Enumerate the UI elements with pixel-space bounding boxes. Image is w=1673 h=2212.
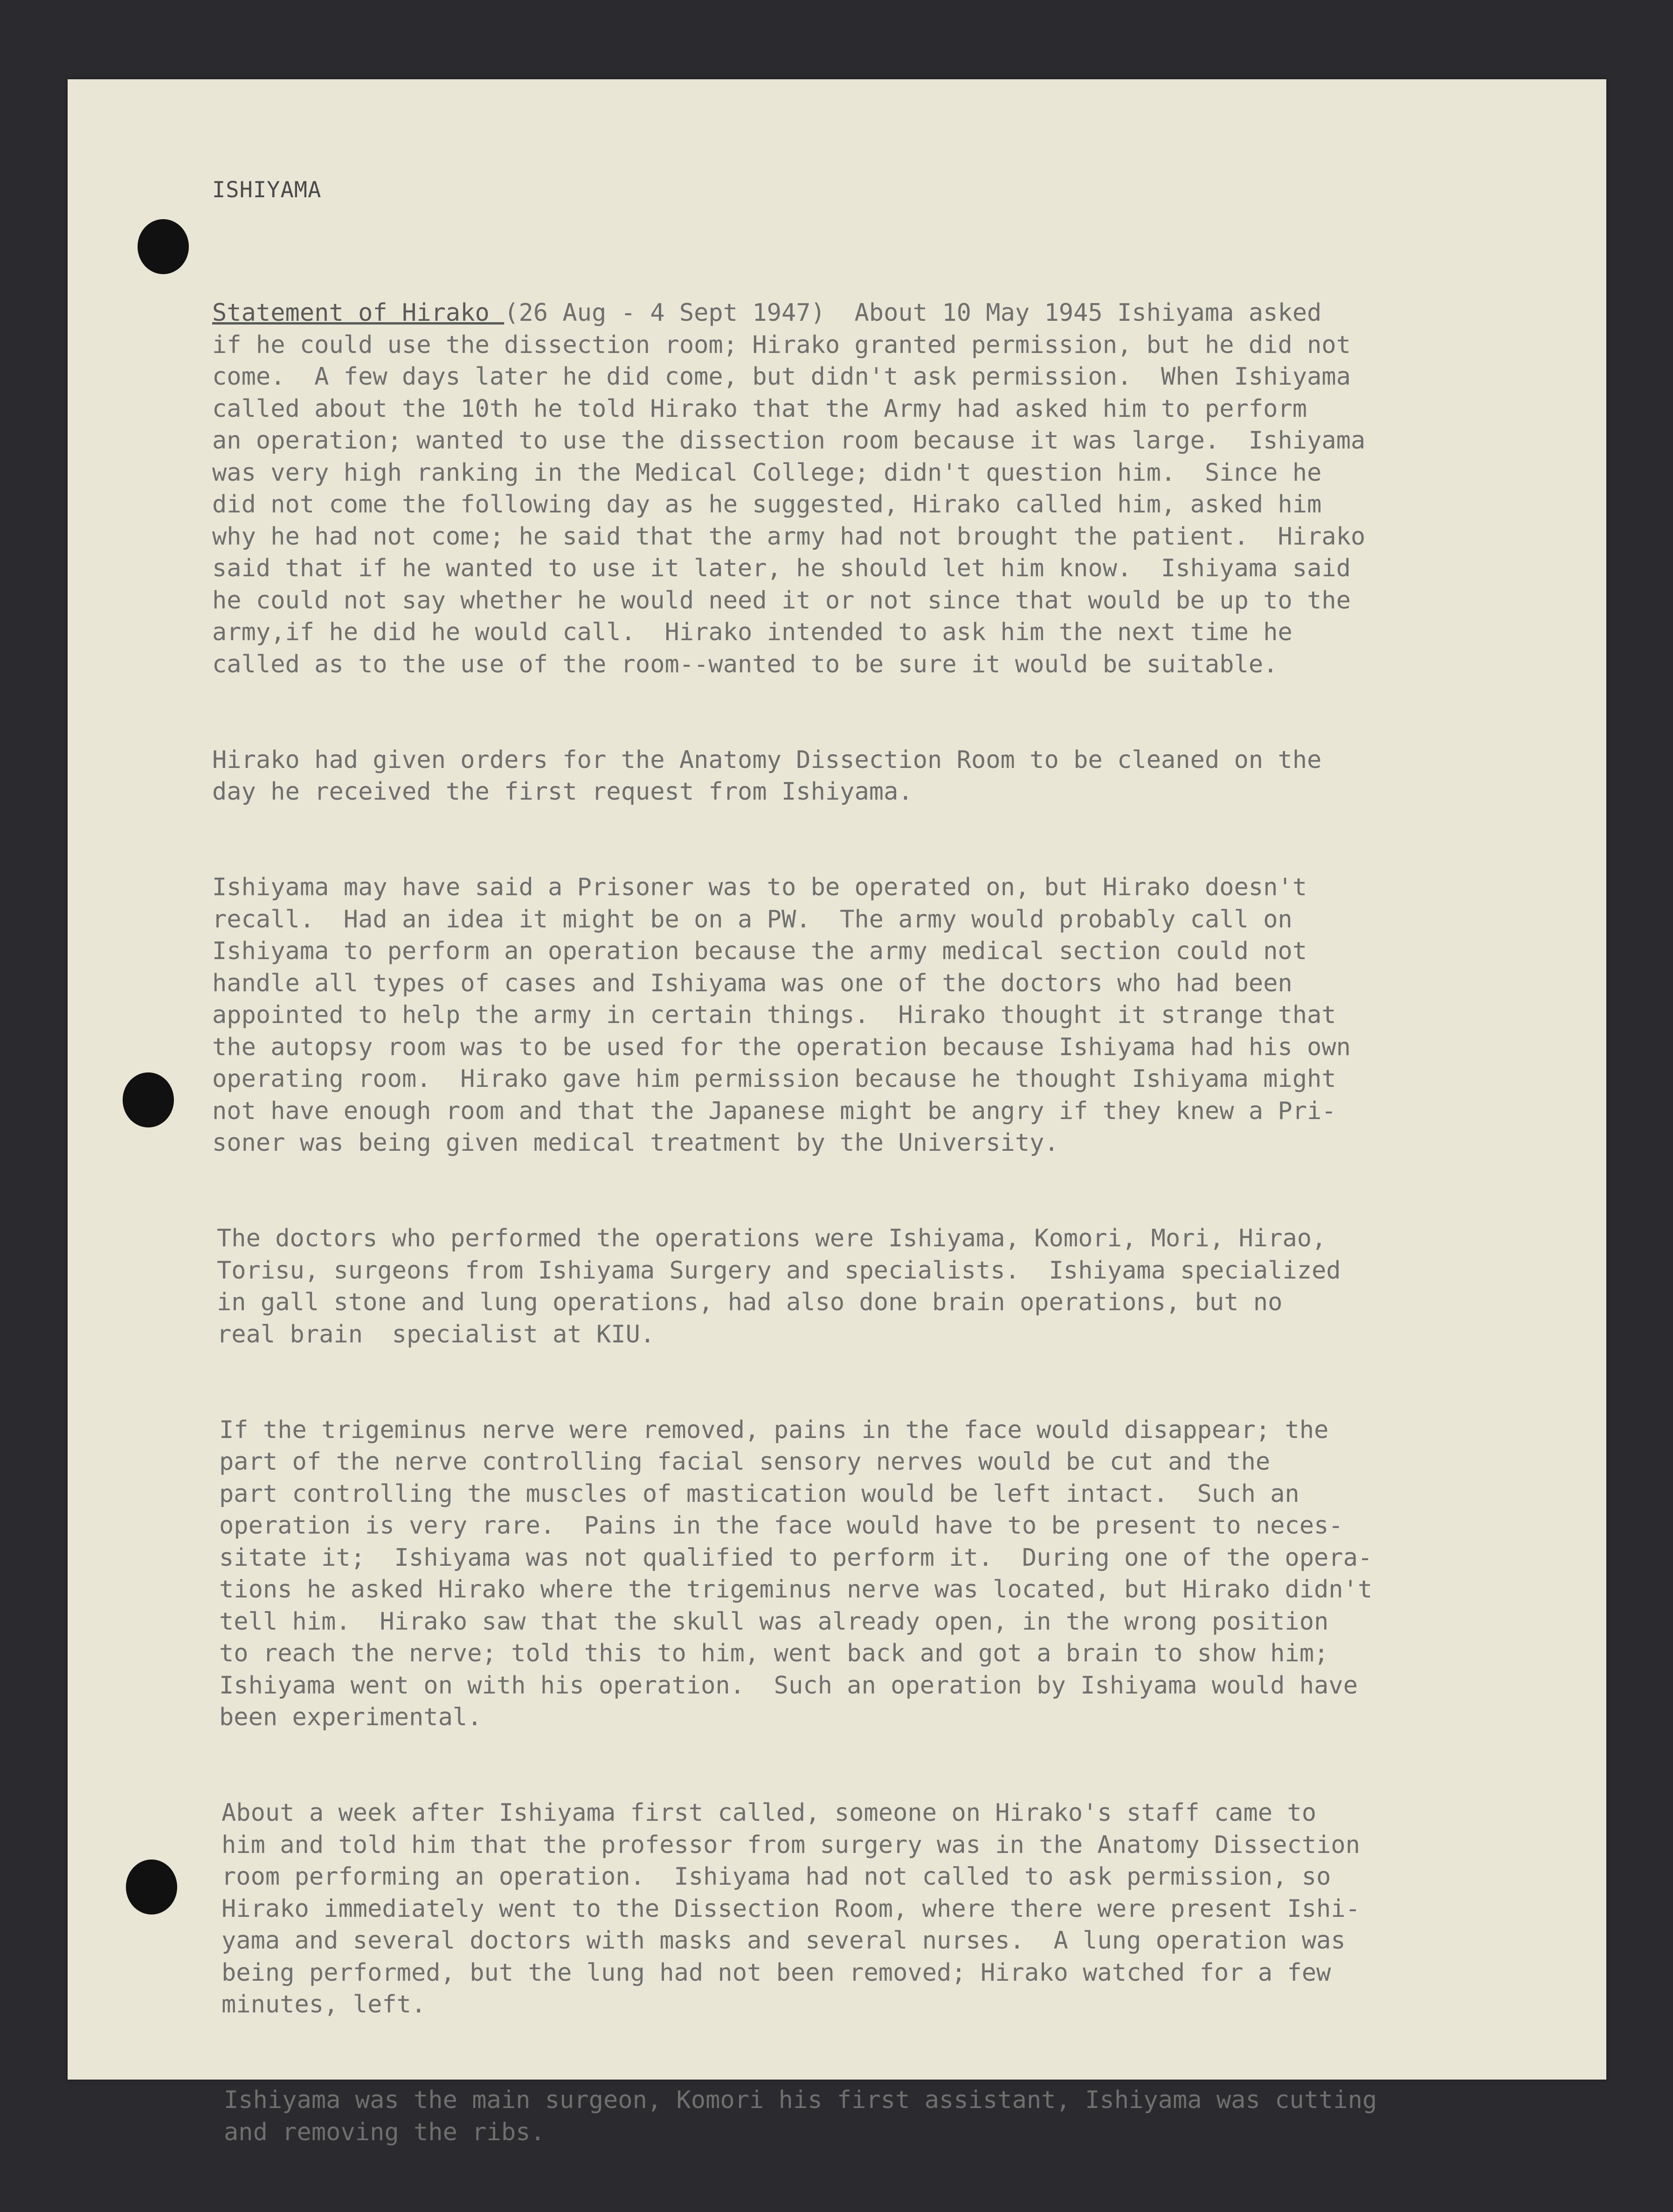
text-line: room performing an operation. Ishiyama had not called to ask permission, so bbox=[221, 1863, 1331, 1891]
text-line: recall. Had an idea it might be on a PW. The army would probably call on bbox=[212, 905, 1293, 933]
text-line: part of the nerve controlling facial sensory nerves would be cut and the bbox=[219, 1448, 1271, 1476]
text-line: Ishiyama was the main surgeon, Komori his first assistant, Ishiyama was cutting bbox=[224, 2086, 1377, 2114]
text-line: tell him. Hirako saw that the skull was already open, in the wrong position bbox=[219, 1607, 1329, 1636]
text-line: in gall stone and lung operations, had also done brain operations, but no bbox=[217, 1288, 1283, 1316]
text-line: The doctors who performed the operations were Ishiyama, Komori, Mori, Hirao, bbox=[217, 1224, 1327, 1252]
text-line: If the trigeminus nerve were removed, pains in the face would disappear; the bbox=[219, 1416, 1329, 1444]
text-line: About a week after Ishiyama first called, someone on Hirako's staff came to bbox=[221, 1799, 1316, 1827]
text-line: Hirako had given orders for the Anatomy Dissection Room to be cleaned on the bbox=[212, 746, 1322, 774]
text-line: called as to the use of the room--wanted to be sure it would be suitable. bbox=[212, 650, 1278, 678]
text-line: real brain specialist at KIU. bbox=[217, 1320, 655, 1348]
text-line: he could not say whether he would need it or not since that would be up to the bbox=[212, 586, 1351, 615]
text-line: yama and several doctors with masks and several nurses. A lung operation was bbox=[221, 1927, 1346, 1955]
document-body bbox=[212, 233, 1569, 2212]
text-line: Ishiyama went on with his operation. Such an operation by Ishiyama would have bbox=[219, 1671, 1358, 1700]
paragraph-statement bbox=[212, 297, 1569, 680]
text-line: an operation; wanted to use the dissection room because it was large. Ishiyama bbox=[212, 427, 1366, 455]
text-line: handle all types of cases and Ishiyama was one of the doctors who had been bbox=[212, 969, 1293, 997]
text-line: operation is very rare. Pains in the face would have to be present to neces- bbox=[219, 1512, 1343, 1540]
text-line: to reach the nerve; told this to him, went back and got a brain to show him; bbox=[219, 1639, 1329, 1667]
text-line: sitate it; Ishiyama was not qualified to perform it. During one of the opera- bbox=[219, 1543, 1373, 1572]
text-line: Ishiyama to perform an operation because the army medical section could not bbox=[212, 937, 1307, 965]
text-line: called about the 10th he told Hirako that the Army had asked him to perform bbox=[212, 394, 1307, 423]
text-line: Hirako immediately went to the Dissection Room, where there were present Ishi- bbox=[221, 1894, 1360, 1923]
paragraph-prisoner bbox=[212, 871, 1569, 1159]
text-line: him and told him that the professor from surgery was in the Anatomy Dissection bbox=[221, 1831, 1360, 1859]
punch-hole bbox=[126, 1859, 177, 1915]
text-line: not have enough room and that the Japanese might be angry if they knew a Pri- bbox=[212, 1097, 1336, 1125]
text-line: soner was being given medical treatment by the University. bbox=[212, 1129, 1059, 1157]
text-line: Torisu, surgeons from Ishiyama Surgery and specialists. Ishiyama specialized bbox=[217, 1256, 1341, 1285]
text-line: being performed, but the lung had not been removed; Hirako watched for a few bbox=[221, 1958, 1331, 1987]
text-line: Ishiyama may have said a Prisoner was to be operated on, but Hirako doesn't bbox=[212, 873, 1307, 901]
paragraph-main-surgeon bbox=[224, 2084, 1569, 2148]
paragraph-cleaning-orders bbox=[212, 744, 1569, 808]
punch-hole bbox=[138, 219, 189, 274]
text-line: the autopsy room was to be used for the operation because Ishiyama had his own bbox=[212, 1033, 1351, 1061]
statement-title: Statement of Hirako bbox=[212, 299, 505, 327]
text-line: operating room. Hirako gave him permission because he thought Ishiyama might bbox=[212, 1065, 1336, 1093]
text-line: part controlling the muscles of mastication would be left intact. Such an bbox=[219, 1479, 1300, 1508]
text-line: and removing the ribs. bbox=[224, 2118, 545, 2146]
text-line: appointed to help the army in certain things. Hirako thought it strange that bbox=[212, 1001, 1336, 1029]
text-line: come. A few days later he did come, but didn't ask permission. When Ishiyama bbox=[212, 363, 1351, 391]
text-line: (26 Aug - 4 Sept 1947) About 10 May 1945 Ishiyama asked bbox=[504, 299, 1322, 327]
text-line: said that if he wanted to use it later, he should let him know. Ishiyama said bbox=[212, 554, 1351, 582]
text-line: was very high ranking in the Medical College; didn't question him. Since he bbox=[212, 458, 1322, 487]
paragraph-doctors bbox=[217, 1223, 1569, 1350]
paragraph-lung-operation bbox=[221, 1797, 1569, 2021]
text-line: been experimental. bbox=[219, 1703, 482, 1731]
text-line: if he could use the dissection room; Hirako granted permission, but he did not bbox=[212, 331, 1351, 359]
text-line: minutes, left. bbox=[221, 1991, 426, 2018]
text-line: tions he asked Hirako where the trigeminus nerve was located, but Hirako didn't bbox=[219, 1576, 1373, 1604]
paragraph-trigeminus bbox=[219, 1414, 1569, 1734]
text-line: why he had not come; he said that the army had not brought the patient. Hirako bbox=[212, 522, 1366, 551]
text-line: did not come the following day as he suggested, Hirako called him, asked him bbox=[212, 491, 1322, 518]
text-line: day he received the first request from Ishiyama. bbox=[212, 778, 913, 806]
punch-hole bbox=[123, 1072, 174, 1127]
text-line: army,if he did he would call. Hirako intended to ask him the next time he bbox=[212, 618, 1293, 646]
document-heading: ISHIYAMA bbox=[212, 177, 322, 203]
